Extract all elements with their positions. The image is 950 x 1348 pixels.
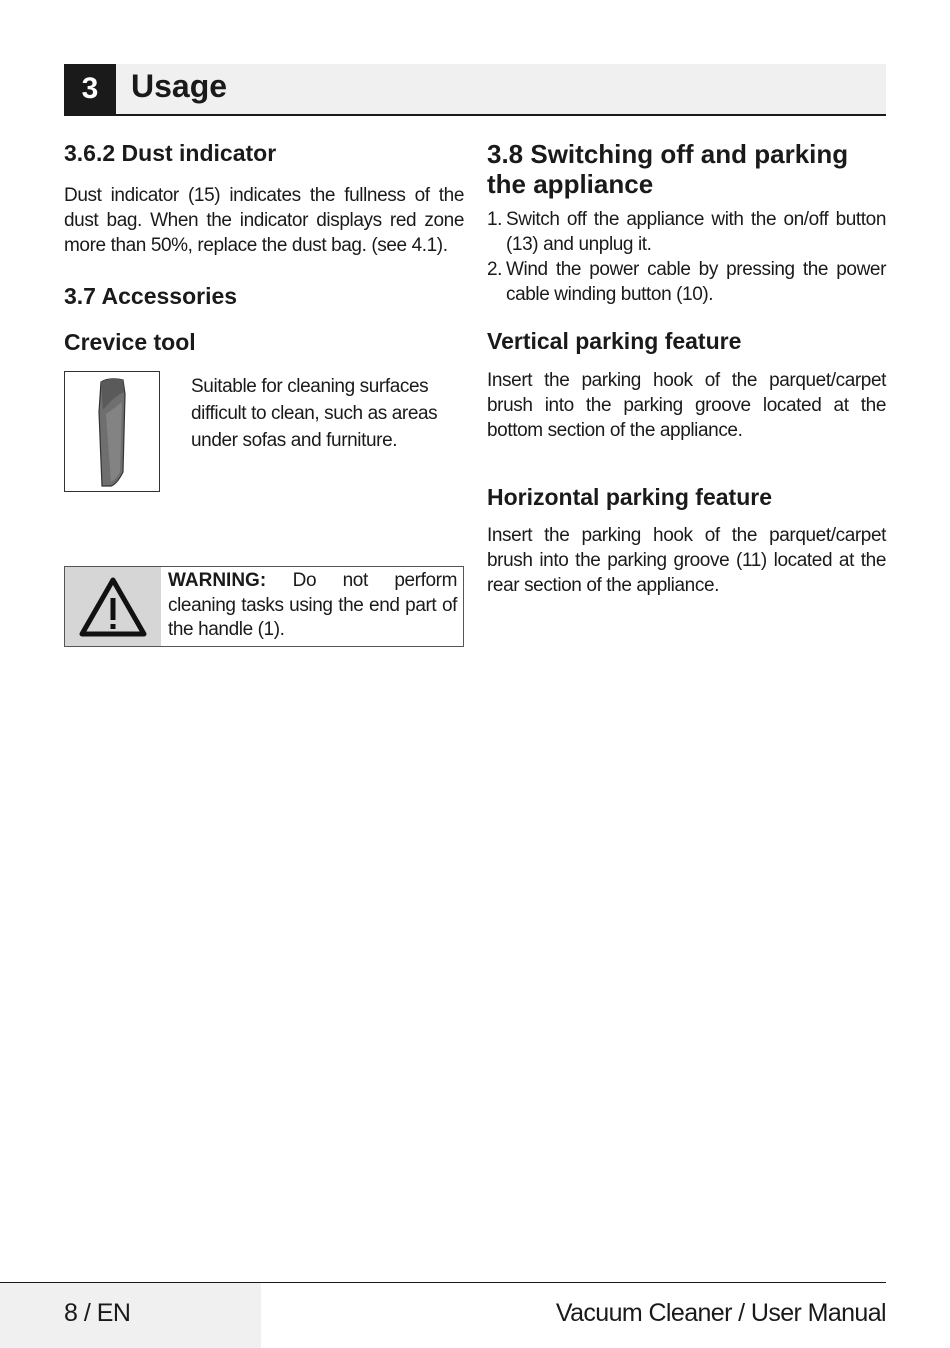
chapter-title: Usage	[131, 68, 228, 104]
warning-message: Do not perform cleaning tasks using the end part of the handle (1).	[168, 570, 457, 640]
warning-text	[168, 569, 457, 643]
warning-box	[64, 566, 464, 647]
crevice-tool-description: Suitable for cleaning surfaces difficult to clean, such as areas under sofas and furniture.	[191, 375, 438, 451]
list-item	[487, 257, 886, 307]
left-column	[64, 140, 464, 496]
warning-label: WARNING:	[168, 570, 267, 591]
document-title: Vacuum Cleaner / User Manual	[555, 1299, 886, 1327]
switching-off-steps	[487, 207, 886, 307]
accessories-heading: 3.7 Accessories	[64, 282, 238, 309]
page-number: 8 / EN	[64, 1299, 131, 1327]
vertical-parking-heading: Vertical parking feature	[487, 328, 742, 355]
step-number: 2.	[487, 259, 503, 281]
step-text: Switch off the appliance with the on/off button (13) and unplug it.	[506, 209, 886, 256]
crevice-tool-block	[64, 371, 464, 496]
crevice-tool-heading: Crevice tool	[64, 329, 196, 356]
chapter-number: 3	[64, 64, 116, 114]
crevice-tool-illustration	[64, 371, 160, 492]
step-number: 1.	[487, 209, 503, 231]
warning-triangle-icon	[65, 567, 161, 646]
dust-indicator-body: Dust indicator (15) indicates the fullness of the dust bag. When the indicator displays red zone more than 50%, replace the dust bag. (see 4.1).	[64, 184, 464, 256]
switching-off-heading: 3.8 Switching off and parking the appliance	[487, 139, 849, 199]
footer-page-box	[0, 1283, 261, 1348]
vertical-parking-body: Insert the parking hook of the parquet/carpet brush into the parking groove located at the bottom section of the appliance.	[487, 369, 886, 441]
step-text: Wind the power cable by pressing the power cable winding button (10).	[506, 259, 886, 306]
right-column	[487, 140, 886, 598]
chapter-header	[64, 64, 886, 116]
horizontal-parking-heading: Horizontal parking feature	[487, 483, 772, 510]
dust-indicator-heading: 3.6.2 Dust indicator	[64, 140, 277, 166]
list-item	[487, 207, 886, 257]
horizontal-parking-body: Insert the parking hook of the parquet/carpet brush into the parking groove (11) located at the rear section of the appliance.	[487, 525, 886, 597]
